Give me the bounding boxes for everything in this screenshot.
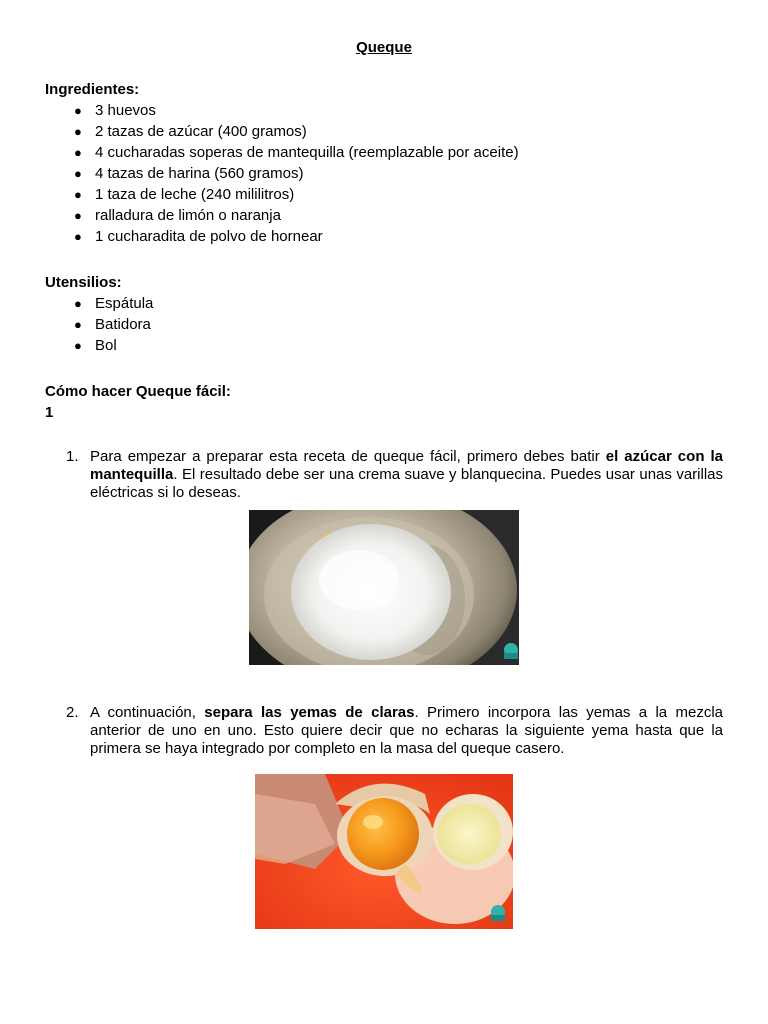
method-subheading: 1 — [45, 404, 54, 421]
bowl-sugar-butter-image — [249, 510, 519, 665]
step-2 — [66, 704, 723, 758]
bullet-icon: ● — [74, 208, 82, 223]
list-item: ● ralladura de limón o naranja — [74, 207, 281, 224]
egg-separation-image — [255, 774, 513, 929]
list-item: ● 1 taza de leche (240 mililitros) — [74, 186, 295, 203]
bullet-icon: ● — [74, 229, 82, 244]
list-item: ● Espátula — [74, 295, 154, 312]
ingredients-list — [45, 100, 519, 247]
list-item: ● 2 tazas de azúcar (400 gramos) — [74, 123, 307, 140]
step-text: Para empezar a preparar esta receta de queque fácil, primero debes batir el azúcar con la mantequilla. El resultado debe ser una crema suave y blanquecina. Puedes usar unas varillas eléctricas si lo deseas. — [90, 448, 724, 501]
list-item: ● 4 cucharadas soperas de mantequilla (reemplazable por aceite) — [74, 144, 519, 161]
page-title: Queque — [356, 39, 412, 56]
list-item: ● 3 huevos — [74, 102, 156, 119]
bullet-icon: ● — [74, 187, 82, 202]
egg-photo-svg — [255, 774, 513, 929]
bullet-icon: ● — [74, 338, 82, 353]
list-item: ● 1 cucharadita de polvo de hornear — [74, 228, 323, 245]
bullet-icon: ● — [74, 103, 82, 118]
bullet-icon: ● — [74, 296, 82, 311]
step-1 — [66, 448, 723, 502]
bullet-icon: ● — [74, 145, 82, 160]
list-item: ● Bol — [74, 337, 117, 354]
utensils-heading: Utensilios: — [45, 274, 122, 291]
step-number: 1. — [66, 448, 79, 465]
bullet-icon: ● — [74, 124, 82, 139]
bullet-icon: ● — [74, 317, 82, 332]
step-number: 2. — [66, 704, 79, 721]
utensils-list — [45, 293, 153, 356]
list-item: ● Batidora — [74, 316, 151, 333]
ingredients-heading: Ingredientes: — [45, 81, 140, 98]
step-text: A continuación, separa las yemas de claras. Primero incorpora las yemas a la mezcla anterior de uno en uno. Esto quiere decir que no echaras la siguiente yema hasta que la primera se haya integrado por completo en la masa del queque casero. — [90, 704, 724, 757]
method-heading: Cómo hacer Queque fácil: — [45, 383, 231, 400]
bowl-photo-svg — [249, 510, 519, 665]
bullet-icon: ● — [74, 166, 82, 181]
list-item: ● 4 tazas de harina (560 gramos) — [74, 165, 304, 182]
